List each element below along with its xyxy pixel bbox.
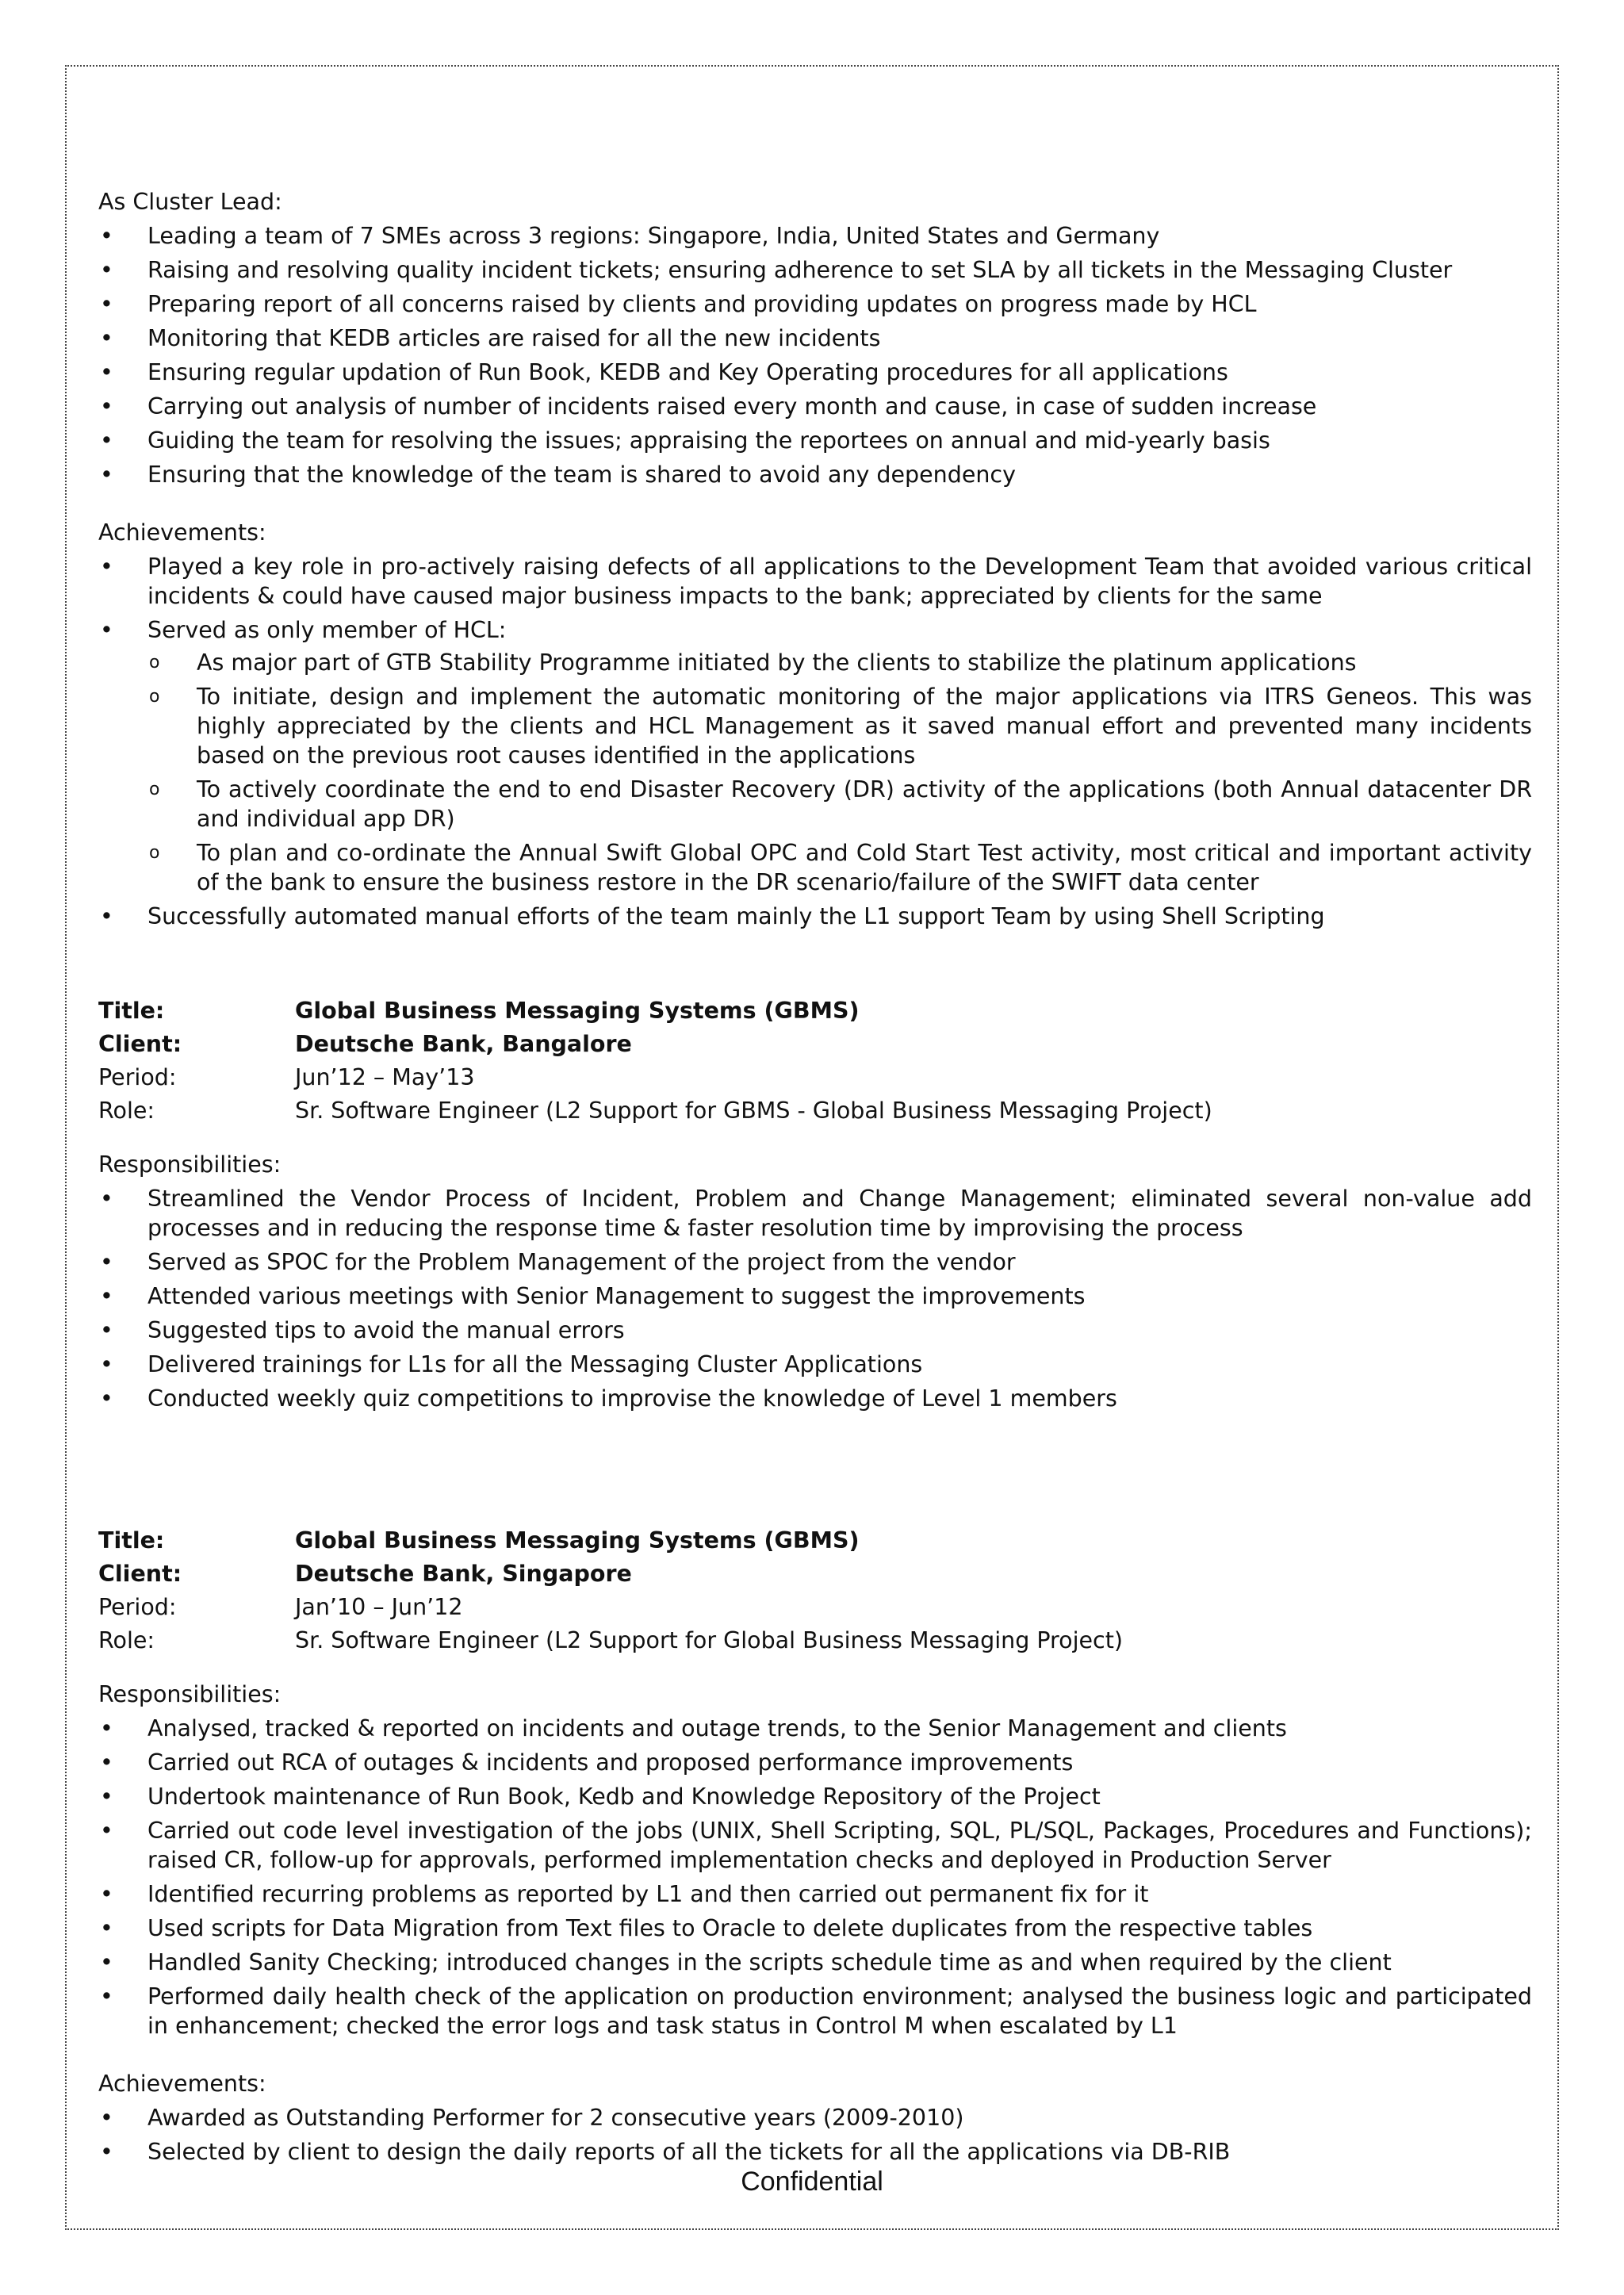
list-item: • Streamlined the Vendor Process of Incident, Problem and Change Management; eliminated several non-value add processes and in reducing the response time & faster resolution time by improvising the process [100,1186,1532,1241]
table-row [98,1526,1123,1559]
bullet-icon: • [100,1283,113,1309]
project-title: Global Business Messaging Systems (GBMS) [295,998,860,1024]
project-client: Deutsche Bank, Bangalore [295,1031,632,1057]
bullet-icon: • [100,325,113,351]
bullet-icon: • [100,291,113,317]
bullet-icon: • [100,359,113,385]
list-item: • Performed daily health check of the application on production environment; analysed the business logic and participated in enhancement; checked the error logs and task status in Control M when escalated by L1 [100,1983,1532,2039]
list-item: • Identified recurring problems as reported by L1 and then carried out permanent fix for it [100,1881,1149,1907]
period-label: Period: [98,1594,177,1620]
list-item: • Successfully automated manual efforts of the team mainly the L1 support Team by using Shell Scripting [100,903,1325,929]
list-item: • Undertook maintenance of Run Book, Kedb and Knowledge Repository of the Project [100,1784,1101,1810]
responsibilities-heading: Responsibilities: [98,1681,282,1707]
resume-content [98,187,1532,2171]
project-role: Sr. Software Engineer (L2 Support for GBMS - Global Business Messaging Project) [295,1098,1212,1124]
list-item: • Attended various meetings with Senior Management to suggest the improvements [100,1283,1086,1309]
spacer [98,1659,1532,1680]
responsibilities-heading: Responsibilities: [98,1151,282,1178]
list-item: • Delivered trainings for L1s for all the Messaging Cluster Applications [100,1351,923,1377]
bullet-icon: • [100,1983,113,2010]
bullet-icon: • [100,1351,113,1377]
list-item: • Raising and resolving quality incident tickets; ensuring adherence to set SLA by all tickets in the Messaging Cluster [100,257,1453,283]
list-item: • Played a key role in pro-actively raising defects of all applications to the Development Team that avoided various critical incidents & could have caused major business impacts to the bank; appreciated by clients for the same [100,554,1532,609]
achievements-list [98,552,1532,931]
spacer [98,1129,1532,1150]
table-row [98,1096,1212,1129]
sub-list [147,648,1532,897]
list-item: • Served as SPOC for the Problem Management of the project from the vendor [100,1249,1016,1275]
table-row [98,1063,1212,1096]
sub-list-item: o To initiate, design and implement the automatic monitoring of the major applications via ITRS Geneos. This was highly appreciated by the clients and HCL Management as it saved manual effort and prevented many incidents based on the previous root causes identified in the applications [149,684,1532,768]
bullet-icon: • [100,1249,113,1275]
client-label: Client: [98,1031,182,1057]
bullet-icon: • [100,1385,113,1412]
footer-confidential: Confidential [741,2167,883,2197]
list-item: • Carried out code level investigation of the jobs (UNIX, Shell Scripting, SQL, PL/SQL, Packages, Procedures and Functions); raised CR, follow-up for approvals, performed implementation checks and deployed in Production Server [100,1818,1532,1873]
table-row [98,1029,1212,1063]
project-role: Sr. Software Engineer (L2 Support for Global Business Messaging Project) [295,1627,1123,1653]
project-period: Jan’10 – Jun’12 [295,1594,463,1620]
bullet-icon: • [100,1715,113,1741]
bullet-icon: • [100,2139,113,2165]
circle-bullet-icon: o [149,653,160,672]
table-row [98,1559,1123,1592]
sub-list-item: o As major part of GTB Stability Programme initiated by the clients to stabilize the platinum applications [149,649,1357,676]
project-client: Deutsche Bank, Singapore [295,1561,632,1587]
list-item: • Monitoring that KEDB articles are raised for all the new incidents [100,325,881,351]
project-period: Jun’12 – May’13 [295,1064,475,1090]
client-label: Client: [98,1561,182,1587]
bullet-icon: • [100,903,113,929]
list-item: • Leading a team of 7 SMEs across 3 regions: Singapore, India, United States and Germany [100,223,1160,249]
bullet-icon: • [100,2105,113,2131]
period-label: Period: [98,1064,177,1090]
bullet-icon: • [100,257,113,283]
spacer [98,936,1532,996]
circle-bullet-icon: o [149,687,160,707]
list-item: • Carried out RCA of outages & incidents and proposed performance improvements [100,1749,1074,1776]
list-item: • Handled Sanity Checking; introduced changes in the scripts schedule time as and when required by the client [100,1949,1392,1975]
bullet-icon: • [100,1915,113,1941]
list-item: • Preparing report of all concerns raised by clients and providing updates on progress made by HCL [100,291,1257,317]
cluster-lead-list [98,221,1532,489]
list-item: • Guiding the team for resolving the issues; appraising the reportees on annual and mid-yearly basis [100,427,1270,454]
title-label: Title: [98,1527,165,1554]
project-1-details [98,996,1212,1129]
bullet-icon: • [100,427,113,454]
bullet-icon: • [100,1749,113,1776]
list-item: • Suggested tips to avoid the manual errors [100,1317,625,1343]
achievements-heading: Achievements: [98,519,266,546]
project-title: Global Business Messaging Systems (GBMS) [295,1527,860,1554]
table-row [98,1626,1123,1659]
bullet-icon: • [100,1949,113,1975]
circle-bullet-icon: o [149,843,160,863]
cluster-lead-heading: As Cluster Lead: [98,189,282,215]
bullet-icon: • [100,1818,113,1844]
list-item: • Analysed, tracked & reported on incidents and outage trends, to the Senior Management and clients [100,1715,1287,1741]
responsibilities-list [98,1714,1532,2040]
bullet-icon: • [100,1186,113,1212]
bullet-icon: • [100,1784,113,1810]
role-label: Role: [98,1098,155,1124]
table-row [98,996,1212,1029]
responsibilities-list [98,1184,1532,1413]
role-label: Role: [98,1627,155,1653]
bullet-icon: • [100,462,113,488]
bullet-icon: • [100,554,113,580]
spacer [98,1418,1532,1526]
list-item: • Ensuring that the knowledge of the team is shared to avoid any dependency [100,462,1016,488]
bullet-icon: • [100,223,113,249]
list-item: • Carrying out analysis of number of incidents raised every month and cause, in case of sudden increase [100,393,1317,420]
sub-list-item: o To plan and co-ordinate the Annual Swift Global OPC and Cold Start Test activity, most critical and important activity of the bank to ensure the business restore in the DR scenario/failure of the SWIFT data center [149,840,1532,895]
bullet-icon: • [100,617,113,643]
list-item: • Ensuring regular updation of Run Book, KEDB and Key Operating procedures for all applications [100,359,1228,385]
spacer [98,494,1532,518]
list-item: • Selected by client to design the daily reports of all the tickets for all the applications via DB-RIB [100,2139,1231,2165]
bullet-icon: • [100,393,113,420]
table-row [98,1592,1123,1626]
achievements-list [98,2103,1532,2167]
title-label: Title: [98,998,165,1024]
list-item: • Served as only member of HCL: o As major part of GTB Stability Programme initiated by the clients to stabilize the platinum applications o To initiate, design and implement the automatic monitoring of the major applications via ITRS Geneos. This was highly appreciated by the clients and HCL Management as it saved manual effort and prevented many incidents based on the previous root causes identified in the applications o To actively coordinate the end to end Disaster Recovery (DR) activity of the applications (both Annual datacenter DR and individual app DR) o To plan and co-ordinate the Annual Swift Global OPC and Cold Start Test activity, most critical and important activity of the bank to ensure the business restore in the DR scenario/failure of the SWIFT data center [100,617,1532,895]
list-item: • Awarded as Outstanding Performer for 2 consecutive years (2009-2010) [100,2105,964,2131]
achievements-heading: Achievements: [98,2071,266,2097]
list-item: • Used scripts for Data Migration from Text files to Oracle to delete duplicates from the respective tables [100,1915,1313,1941]
spacer [98,2045,1532,2069]
project-2-details [98,1526,1123,1659]
sub-list-item: o To actively coordinate the end to end Disaster Recovery (DR) activity of the applications (both Annual datacenter DR and individual app DR) [149,776,1532,832]
bullet-icon: • [100,1317,113,1343]
circle-bullet-icon: o [149,780,160,799]
list-item: • Conducted weekly quiz competitions to improvise the knowledge of Level 1 members [100,1385,1117,1412]
bullet-icon: • [100,1881,113,1907]
